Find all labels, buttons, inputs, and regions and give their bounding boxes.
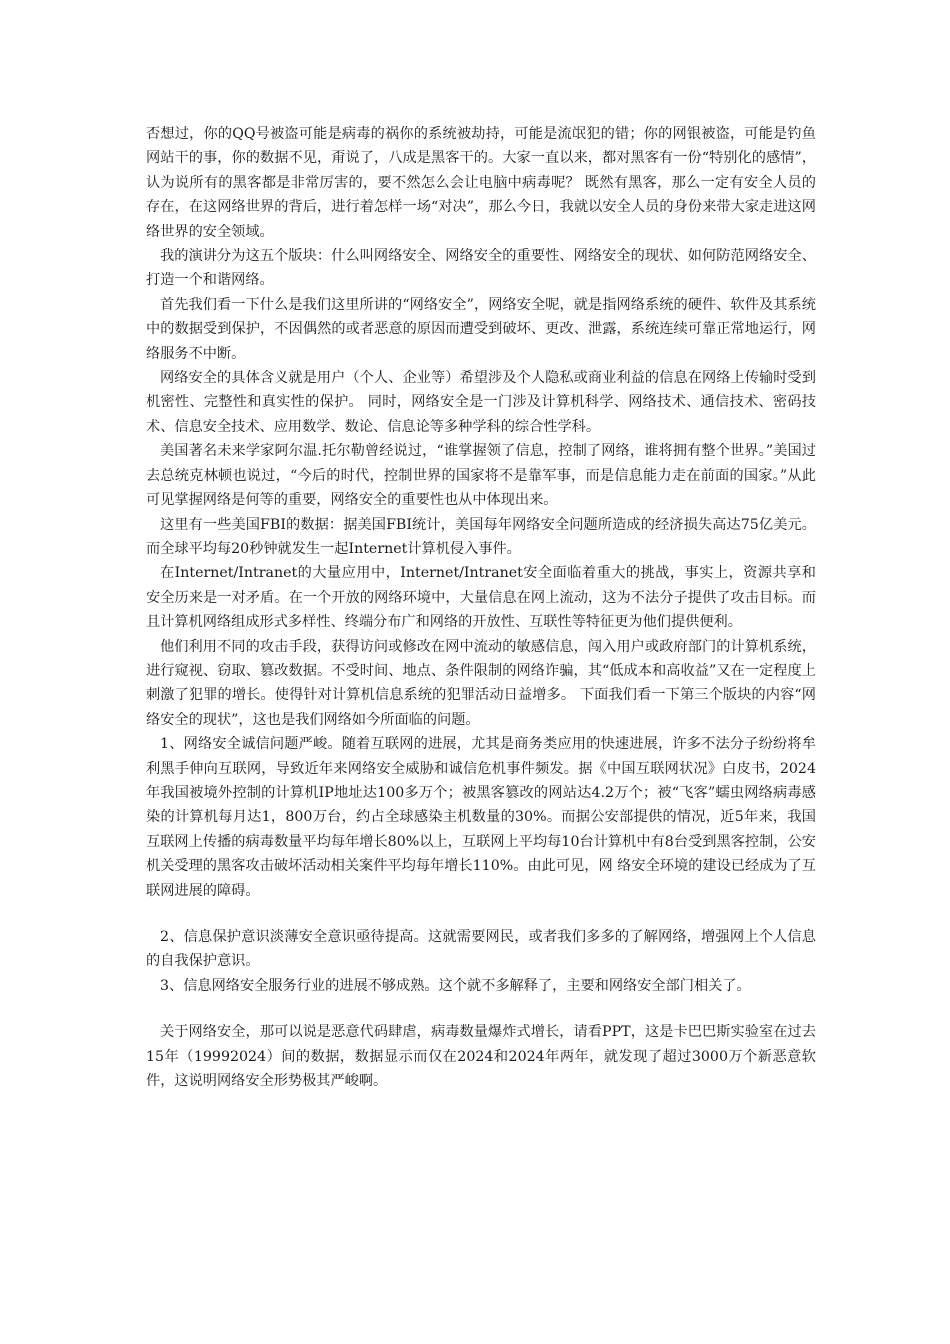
paragraph-spacer [146, 903, 816, 925]
paragraph-point-1: 1、网络安全诚信问题严峻。随着互联网的进展，尤其是商务类应用的快速进展，许多不法分子纷纷将牟利黑手伸向互联网，导致近年来网络安全威胁和诚信危机事件频发。据《中国互联网状况》白皮书，2024年我国被境外控制的计算机IP地址达100多万个；被黑客篡改的网站达4.2万个；被“飞客”蠕虫网络病毒感染的计算机每月达1，800万台，约占全球感染主机数量的30%。而据公安部提供的情况，近5年来，我国互联网上传播的病毒数量平均每年增长80%以上，互联网上平均每10台计算机中有8台受到黑客控制，公安机关受理的黑客攻击破坏活动相关案件平均每年增长110%。由此可见，网 络安全环境的建设已经成为了互联网进展的障碍。 [146, 736, 816, 899]
paragraph-point-3: 3、信息网络安全服务行业的进展不够成熟。这个就不多解释了，主要和网络安全部门相关了。 [160, 977, 751, 994]
paragraph-meaning: 网络安全的具体含义就是用户（个人、企业等）希望涉及个人隐私或商业利益的信息在网络上传输时受到机密性、完整性和真实性的保护。 同时，网络安全是一门涉及计算机科学、网络技术、通信技术、密码技术、信息安全技术、应用数学、数论、信息论等多种学科的综合性学科。 [146, 370, 816, 435]
paragraph-outline: 我的演讲分为这五个版块：什么叫网络安全、网络安全的重要性、网络安全的现状、如何防范网络安全、打造一个和谐网络。 [146, 248, 816, 289]
paragraph-intro: 否想过，你的QQ号被盗可能是病毒的祸你的系统被劫持，可能是流氓犯的错；你的网银被盗，可能是钓鱼网站干的事，你的数据不见，甭说了，八成是黑客干的。大家一直以来，都对黑客有一份“特别化的感情”，认为说所有的黑客都是非常厉害的，要不然怎么会让电脑中病毒呢？ 既然有黑客，那么一定有安全人员的存在，在这网络世界的背后，进行着怎样一场“对决”，那么今日，我就以安全人员的身份来带大家走进这网络世界的安全领域。 [146, 126, 816, 240]
paragraph-attacks: 他们利用不同的攻击手段，获得访问或修改在网中流动的敏感信息，闯入用户或政府部门的计算机系统，进行窥视、窃取、篡改数据。不受时间、地点、条件限制的网络诈骗，其“低成本和高收益”又在一定程度上刺激了犯罪的增长。使得针对计算机信息系统的犯罪活动日益增多。 下面我们看一下第三个版块的内容“网络安全的现状”，这也是我们网络如今所面临的问题。 [146, 638, 816, 728]
paragraph-quotes: 美国著名未来学家阿尔温.托尔勒曾经说过，“谁掌握领了信息，控制了网络，谁将拥有整个世界。”美国过去总统克林顿也说过，“今后的时代，控制世界的国家将不是靠军事，而是信息能力走在前面的国家。”从此可见掌握网络是何等的重要，网络安全的重要性也从中体现出来。 [146, 443, 816, 509]
paragraph-malware: 关于网络安全，那可以说是恶意代码肆虐，病毒数量爆炸式增长，请看PPT，这是卡巴巴斯实验室在过去15年（19992024）间的数据，数据显示而仅在2024和2024年两年，就发现了超过3000万个新恶意软件，这说明网络安全形势极其严峻啊。 [146, 1024, 816, 1090]
paragraph-point-2: 2、信息保护意识淡薄安全意识亟待提高。这就需要网民，或者我们多多的了解网络，增强网上个人信息的自我保护意识。 [146, 929, 816, 970]
paragraph-definition: 首先我们看一下什么是我们这里所讲的“网络安全”，网络安全呢，就是指网络系统的硬件、软件及其系统中的数据受到保护，不因偶然的或者恶意的原因而遭受到破坏、更改、泄露，系统连续可靠正常地运行，网络服务不中断。 [146, 296, 816, 362]
document-body [146, 122, 816, 1093]
paragraph-spacer [146, 998, 816, 1020]
paragraph-internet-intranet: 在Internet/Intranet的大量应用中，Internet/Intranet安全面临着重大的挑战，事实上，资源共享和安全历来是一对矛盾。在一个开放的网络环境中，大量信息在网上流动，这为不法分子提供了攻击目标。而且计算机网络组成形式多样性、终端分布广和网络的开放性、互联性等特征更为他们提供便利。 [146, 565, 816, 631]
paragraph-fbi-data: 这里有一些美国FBI的数据：据美国FBI统计，美国每年网络安全问题所造成的经济损失高达75亿美元。而全球平均每20秒钟就发生一起Internet计算机侵入事件。 [146, 516, 816, 557]
